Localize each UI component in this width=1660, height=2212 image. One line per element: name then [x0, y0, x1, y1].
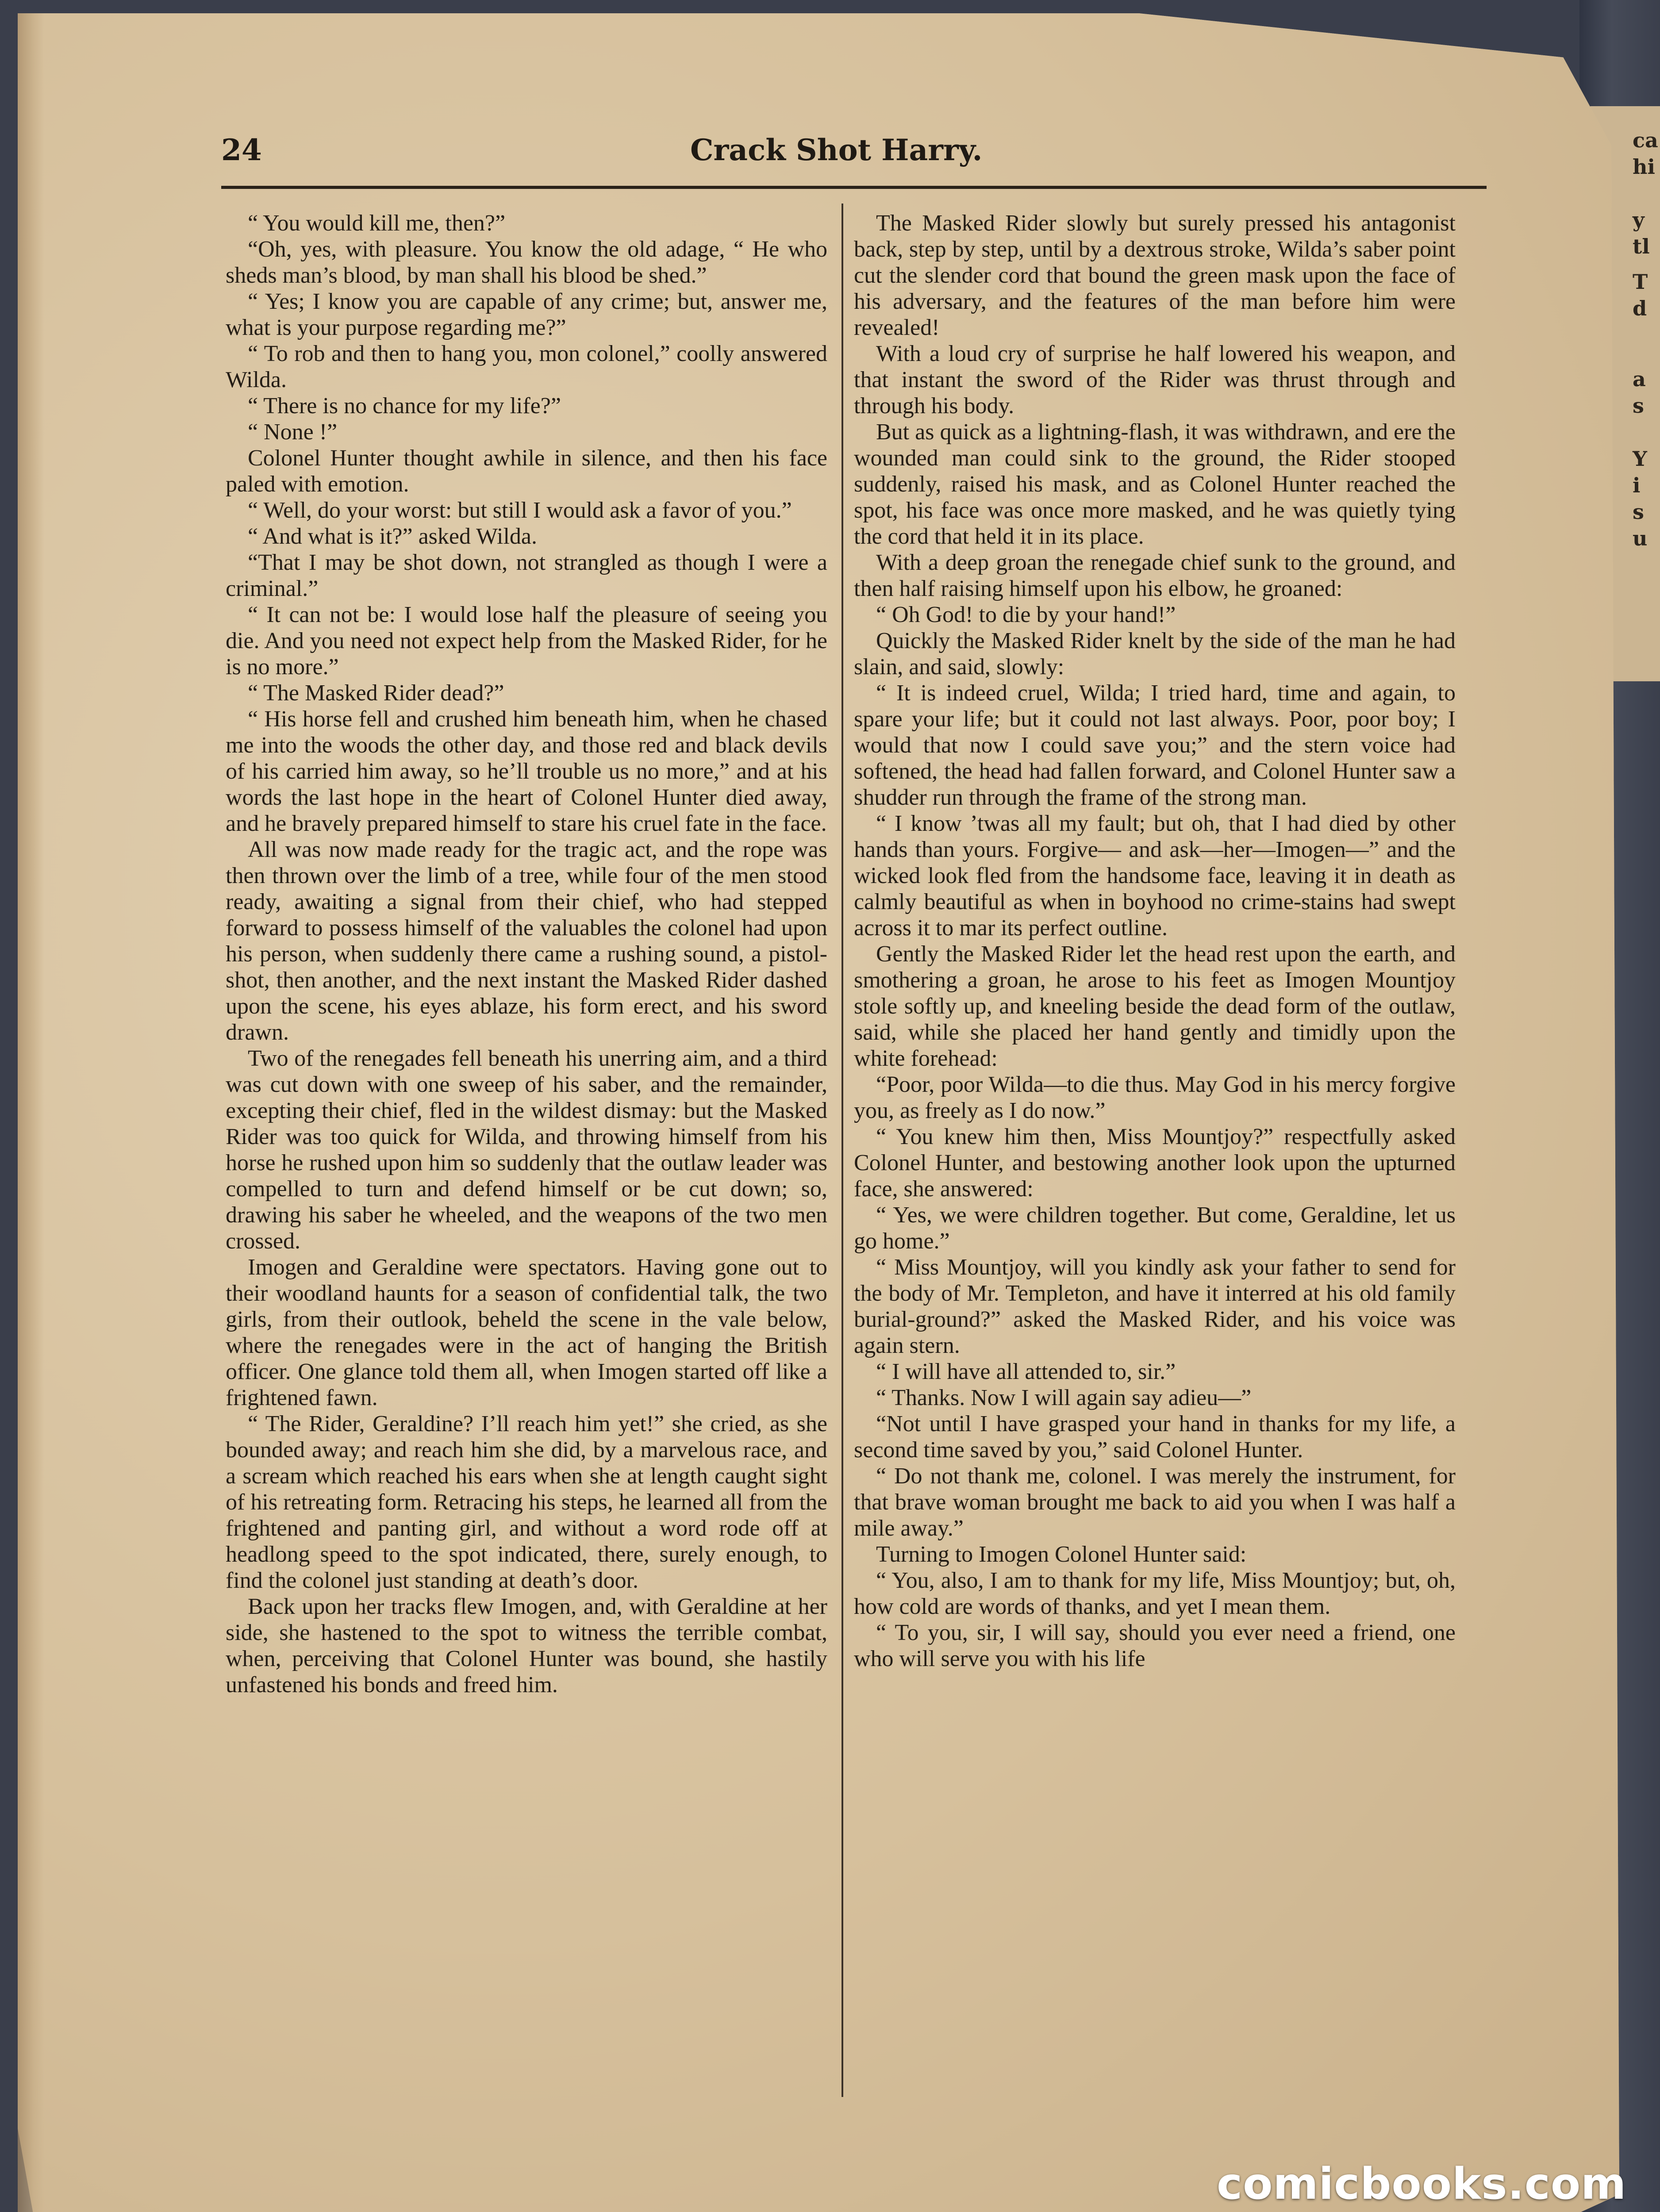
next-page-fragment-text: tl	[1633, 234, 1650, 258]
paragraph: “ You knew him then, Miss Mountjoy?” respectfully asked Colonel Hunter, and bestowing another look upon the upturned face, she answered:	[854, 1124, 1456, 1202]
paragraph: “ Do not thank me, colonel. I was merely the instrument, for that brave woman brought me back to aid you when I was half a mile away.”	[854, 1463, 1456, 1541]
paragraph: “ And what is it?” asked Wilda.	[248, 524, 538, 549]
paragraph: “ His horse fell and crushed him beneath him, when he chased me into the woods the other day, and those red and black devils of his carried him away, so he’ll trouble us no more,” and at his words the last hope in the heart of Colonel Hunter died away, and he bravely prepared himself to stare his cruel fate in the face.	[226, 707, 827, 836]
paragraph: “That I may be shot down, not strangled as though I were a criminal.”	[226, 550, 827, 601]
paragraph: “ You would kill me, then?”	[248, 211, 506, 236]
next-page-fragment-text: Y	[1633, 447, 1647, 471]
paragraph: “ To you, sir, I will say, should you ever need a friend, one who will serve you with his life	[854, 1620, 1456, 1671]
paragraph: With a deep groan the renegade chief sunk to the ground, and then half raising himself upon his elbow, he groaned:	[854, 550, 1456, 601]
running-title: Crack Shot Harry.	[690, 133, 983, 167]
page-header	[221, 133, 1659, 186]
next-page-fragment-text: i	[1633, 473, 1641, 497]
paragraph: “Oh, yes, with pleasure. You know the old adage, “ He who sheds man’s blood, by man shall his blood be shed.”	[226, 237, 827, 288]
paragraph: “ Well, do your worst: but still I would ask a favor of you.”	[248, 498, 792, 523]
next-page-fragment-text: ca	[1633, 128, 1658, 152]
page-number: 24	[221, 133, 262, 167]
next-page-fragment-text: s	[1633, 500, 1644, 524]
paragraph: All was now made ready for the tragic act, and the rope was then thrown over the limb of a tree, while four of the men stood ready, awaiting a signal from their chief, who had stepped forward to possess himself of the valuables the colonel had upon his person, when suddenly there came a rushing sound, a pistol-shot, then another, and the next instant the Masked Rider dashed upon the scene, his eyes ablaze, his form erect, and his sword drawn.	[226, 837, 827, 1045]
paragraph: “ None !”	[248, 419, 338, 445]
paragraph: “Not until I have grasped your hand in thanks for my life, a second time saved by you,” said Colonel Hunter.	[854, 1411, 1456, 1463]
paragraph: “ The Rider, Geraldine? I’ll reach him yet!” she cried, as she bounded away; and reach him she did, by a marvelous race, and a scream which reached his ears when she at length caught sight of his retreating form. Retracing his steps, he learned all from the frightened and panting girl, and without a word rode off at headlong speed to the spot indicated, there, surely enough, to find the colonel just standing at death’s door.	[226, 1411, 827, 1593]
paragraph: “ It is indeed cruel, Wilda; I tried hard, time and again, to spare your life; but it could not last always. Poor, poor boy; I would that now I could save you;” and the stern voice had softened, the head had fallen forward, and Colonel Hunter saw a shudder run through the frame of the strong man.	[854, 680, 1456, 810]
next-page-fragment-text: a	[1633, 367, 1646, 391]
next-page-fragment-text: u	[1633, 526, 1648, 550]
paragraph: “ Oh God! to die by your hand!”	[876, 602, 1176, 627]
next-page-fragment-text: y	[1633, 208, 1645, 232]
paragraph: “ I will have all attended to, sir.”	[876, 1359, 1176, 1384]
next-page-fragment-text: hi	[1633, 155, 1655, 179]
paragraph: Gently the Masked Rider let the head rest upon the earth, and smothering a groan, he arose to his feet as Imogen Mountjoy stole softly up, and kneeling beside the dead form of the outlaw, said, while she placed her hand gently and timidly upon the white forehead:	[854, 941, 1456, 1071]
left-column	[226, 210, 827, 1698]
paragraph: Colonel Hunter thought awhile in silence, and then his face paled with emotion.	[226, 445, 827, 497]
paragraph: “ Miss Mountjoy, will you kindly ask your father to send for the body of Mr. Templeton, and have it interred at his old family burial-ground?” asked the Masked Rider, and his voice was again stern.	[854, 1255, 1456, 1358]
next-page-fragment-text: T	[1633, 270, 1648, 294]
paragraph: “ Yes; I know you are capable of any crime; but, answer me, what is your purpose regarding me?”	[226, 289, 827, 340]
paragraph: “ The Masked Rider dead?”	[248, 680, 504, 706]
paragraph: But as quick as a lightning-flash, it was withdrawn, and ere the wounded man could sink to the ground, the Rider stooped suddenly, raised his mask, and as Colonel Hunter reached the spot, his face was once more masked, and he was quietly tying the cord that held it in its place.	[854, 419, 1456, 549]
paragraph: “ Yes, we were children together. But come, Geraldine, let us go home.”	[854, 1202, 1456, 1254]
paragraph: With a loud cry of surprise he half lowered his weapon, and that instant the sword of the Rider was thrust through and through his body.	[854, 341, 1456, 419]
next-page-fragment-text: d	[1633, 296, 1647, 320]
paragraph: Two of the renegades fell beneath his unerring aim, and a third was cut down with one sweep of his saber, and the remainder, excepting their chief, fled in the wildest dismay: but the Masked Rider was too quick for Wilda, and throwing himself from his horse he rushed upon him so suddenly that the outlaw leader was compelled to turn and defend himself or be cut down; so, drawing his saber he wheeled, and the weapons of the two men crossed.	[226, 1046, 827, 1254]
paragraph: Turning to Imogen Colonel Hunter said:	[876, 1542, 1247, 1567]
watermark: comicbooks.com	[1217, 2159, 1627, 2209]
next-page-fragment-text: s	[1633, 394, 1644, 418]
column-divider	[842, 204, 843, 2097]
paragraph: The Masked Rider slowly but surely pressed his antagonist back, step by step, until by a dextrous stroke, Wilda’s saber point cut the slender cord that bound the green mask upon the face of his adversary, and the features of the man before him were revealed!	[854, 211, 1456, 340]
paragraph: “ There is no chance for my life?”	[248, 393, 561, 419]
paragraph: “ Thanks. Now I will again say adieu—”	[876, 1385, 1252, 1410]
page-worn-edge	[18, 13, 44, 2212]
paragraph: “ To rob and then to hang you, mon colonel,” coolly answered Wilda.	[226, 341, 827, 392]
paragraph: Quickly the Masked Rider knelt by the side of the man he had slain, and said, slowly:	[854, 628, 1456, 680]
paragraph: “ I know ’twas all my fault; but oh, that I had died by other hands than yours. Forgive— and ask—her—Imogen—” and the wicked look fled from the handsome face, leaving it in death as calmly beautiful as when in boyhood no crime-stains had swept across it to mar its perfect outline.	[854, 811, 1456, 941]
paragraph: Back upon her tracks flew Imogen, and, with Geraldine at her side, she hastened to the spot to witness the terrible combat, when, perceiving that Colonel Hunter was bound, she hastily unfastened his bonds and freed him.	[226, 1594, 827, 1697]
paragraph: “ It can not be: I would lose half the pleasure of seeing you die. And you need not expect help from the Masked Rider, for he is no more.”	[226, 602, 827, 680]
right-column	[854, 210, 1456, 1672]
paragraph: “ You, also, I am to thank for my life, Miss Mountjoy; but, oh, how cold are words of thanks, and yet I mean them.	[854, 1568, 1456, 1619]
paragraph: “Poor, poor Wilda—to die thus. May God in his mercy forgive you, as freely as I do now.”	[854, 1072, 1456, 1123]
header-rule	[221, 186, 1487, 189]
paragraph: Imogen and Geraldine were spectators. Having gone out to their woodland haunts for a season of confidential talk, the two girls, from their outlook, beheld the scene in the vale below, where the renegades were in the act of hanging the British officer. One glance told them all, when Imogen started off like a frightened fawn.	[226, 1255, 827, 1410]
